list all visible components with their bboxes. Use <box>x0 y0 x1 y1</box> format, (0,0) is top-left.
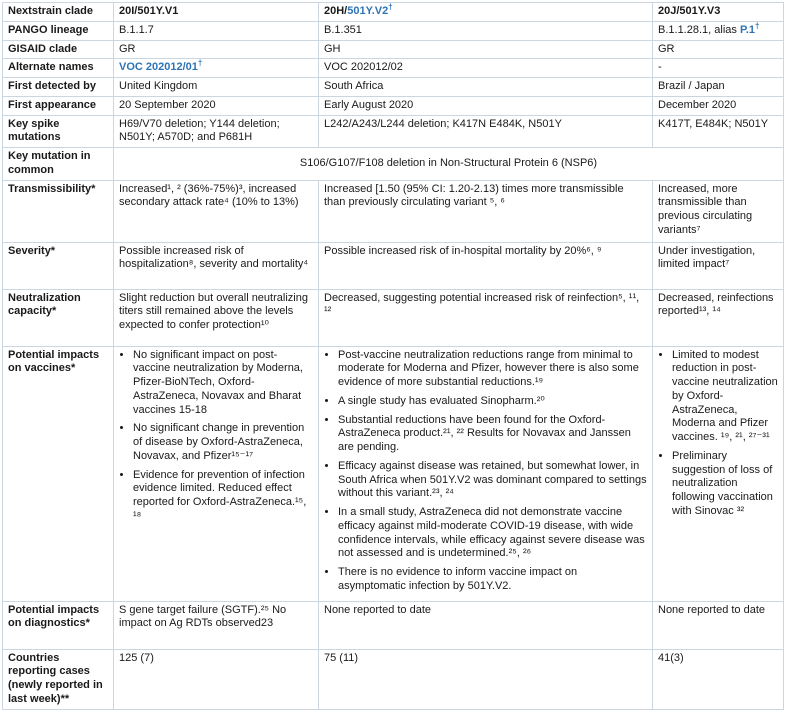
cell-diagnostics-v2: None reported to date <box>319 601 653 649</box>
cell-severity-v1: Possible increased risk of hospitalization⁸, severity and mortality⁴ <box>114 242 319 289</box>
bullet-item: • Post-vaccine neutralization reductions range from minimal to moderate for Moderna and Pfizer, however there is also some evidence of more substantial reductions.¹⁹ <box>338 349 647 390</box>
dagger-p1: † <box>755 21 760 31</box>
row-label-alternate: Alternate names <box>3 59 114 78</box>
cell-severity-v3: Under investigation, limited impact⁷ <box>653 242 784 289</box>
row-diagnostic-impacts <box>3 601 784 649</box>
row-neutralization-capacity <box>3 289 784 346</box>
bullet-item: • There is no evidence to inform vaccine impact on asymptomatic infection by 501Y.V2. <box>338 566 647 594</box>
cell-appearance-v3: December 2020 <box>653 96 784 115</box>
cell-appearance-v1: 20 September 2020 <box>114 96 319 115</box>
cell-diagnostics-v1: S gene target failure (SGTF).²⁵ No impact on Ag RDTs observed23 <box>114 601 319 649</box>
cell-nextstrain-v3: 20J/501Y.V3 <box>653 3 784 22</box>
cell-gisaid-v2: GH <box>319 40 653 59</box>
row-label-common: Key mutation in common <box>3 148 114 181</box>
row-nextstrain-clade <box>3 3 784 22</box>
variant-comparison-table <box>2 2 784 710</box>
row-label-appearance: First appearance <box>3 96 114 115</box>
cell-gisaid-v1: GR <box>114 40 319 59</box>
nextstrain-v2-prefix: 20H/ <box>324 5 348 17</box>
pango-v3-prefix: B.1.1.28.1, alias <box>658 23 740 36</box>
row-label-vaccines: Potential impacts on vaccines* <box>3 346 114 601</box>
dagger-501y-v2: † <box>388 2 393 12</box>
cell-transmissibility-v2: Increased [1.50 (95% CI: 1.20-2.13) times more transmissible than previously circulating variant ⁵, ⁶ <box>319 180 653 242</box>
link-p1[interactable]: P.1 <box>739 23 756 36</box>
cell-vaccines-v1 <box>114 346 319 601</box>
vaccines-v2-bullet-list <box>324 349 647 594</box>
row-label-detected: First detected by <box>3 78 114 97</box>
cell-detected-v2: South Africa <box>319 78 653 97</box>
row-pango-lineage <box>3 21 784 40</box>
cell-transmissibility-v1: Increased¹, ² (36%-75%)³, increased secondary attack rate⁴ (10% to 13%) <box>114 180 319 242</box>
cell-transmissibility-v3: Increased, more transmissible than previous circulating variants⁷ <box>653 180 784 242</box>
cell-spike-v1: H69/V70 deletion; Y144 deletion; N501Y; A570D; and P681H <box>114 115 319 148</box>
cell-neutralization-v2: Decreased, suggesting potential increased risk of reinfection⁵, ¹¹, ¹² <box>319 289 653 346</box>
row-first-appearance <box>3 96 784 115</box>
row-gisaid-clade <box>3 40 784 59</box>
row-label-spike: Key spike mutations <box>3 115 114 148</box>
cell-detected-v3: Brazil / Japan <box>653 78 784 97</box>
vaccines-v3-bullet-list <box>658 349 778 519</box>
row-label-nextstrain: Nextstrain clade <box>3 3 114 22</box>
bullet-item: • Efficacy against disease was retained, but somewhat lower, in South Africa when 501Y.V2 was dominant compared to settings without this variant.²³, ²⁴ <box>338 460 647 501</box>
row-alternate-names <box>3 59 784 78</box>
row-label-neutralization: Neutralization capacity* <box>3 289 114 346</box>
cell-neutralization-v3: Decreased, reinfections reported¹³, ¹⁴ <box>653 289 784 346</box>
cell-detected-v1: United Kingdom <box>114 78 319 97</box>
cell-alternate-v3: - <box>653 59 784 78</box>
bullet-item: • Limited to modest reduction in post-vaccine neutralization by Oxford-AstraZeneca, Moderna and Pfizer vaccines. ¹⁹, ²¹, ²⁷⁻³¹ <box>672 349 778 445</box>
row-key-mutation-common <box>3 148 784 181</box>
cell-alternate-v1 <box>114 59 319 78</box>
cell-nextstrain-v2 <box>319 3 653 22</box>
bullet-item: • No significant impact on post-vaccine neutralization by Moderna, Pfizer-BioNTech, Oxford-AstraZeneca, Novavax and Bharat vaccines 15-18 <box>133 349 313 418</box>
bullet-item: • No significant change in prevention of disease by Oxford-AstraZeneca, Novavax, and Pfizer¹⁵⁻¹⁷ <box>133 422 313 463</box>
cell-alternate-v2: VOC 202012/02 <box>319 59 653 78</box>
row-label-gisaid: GISAID clade <box>3 40 114 59</box>
cell-pango-v3 <box>653 21 784 40</box>
bullet-item: • Preliminary suggestion of loss of neutralization following vaccination with Sinovac ³² <box>672 450 778 519</box>
bullet-item: • Evidence for prevention of infection evidence limited. Reduced effect reported for Oxford-AstraZeneca.¹⁵, ¹⁸ <box>133 469 313 524</box>
row-countries-reporting <box>3 649 784 709</box>
bullet-item: • Substantial reductions have been found for the Oxford-AstraZeneca product.²¹, ²² Results for Novavax and Janssen are pending. <box>338 414 647 455</box>
row-transmissibility <box>3 180 784 242</box>
cell-countries-v3: 41(3) <box>653 649 784 709</box>
row-severity <box>3 242 784 289</box>
cell-spike-v3: K417T, E484K; N501Y <box>653 115 784 148</box>
cell-common-value: S106/G107/F108 deletion in Non-Structural Protein 6 (NSP6) <box>114 148 784 181</box>
cell-nextstrain-v1: 20I/501Y.V1 <box>114 3 319 22</box>
cell-appearance-v2: Early August 2020 <box>319 96 653 115</box>
vaccines-v1-bullet-list <box>119 349 313 524</box>
row-label-transmissibility: Transmissibility* <box>3 180 114 242</box>
cell-vaccines-v2 <box>319 346 653 601</box>
dagger-voc: † <box>197 58 203 68</box>
link-501y-v2[interactable]: 501Y.V2 <box>347 5 389 17</box>
cell-neutralization-v1: Slight reduction but overall neutralizing titers still remained above the levels expected to confer protection¹⁰ <box>114 289 319 346</box>
bullet-item: • In a small study, AstraZeneca did not demonstrate vaccine efficacy against mild-moderate COVID-19 disease, with wide confidence intervals, while efficacy against severe disease was not assessed and is undetermined.²⁵, ²⁶ <box>338 506 647 561</box>
link-voc-202012-01[interactable]: VOC 202012/01 <box>119 61 198 74</box>
row-label-pango: PANGO lineage <box>3 21 114 40</box>
row-first-detected <box>3 78 784 97</box>
cell-gisaid-v3: GR <box>653 40 784 59</box>
row-vaccine-impacts <box>3 346 784 601</box>
row-label-countries: Countries reporting cases (newly reported in last week)** <box>3 649 114 709</box>
cell-pango-v2: B.1.351 <box>319 21 653 40</box>
cell-severity-v2: Possible increased risk of in-hospital mortality by 20%⁶, ⁹ <box>319 242 653 289</box>
cell-countries-v1: 125 (7) <box>114 649 319 709</box>
cell-diagnostics-v3: None reported to date <box>653 601 784 649</box>
row-key-spike-mutations <box>3 115 784 148</box>
cell-countries-v2: 75 (11) <box>319 649 653 709</box>
cell-vaccines-v3 <box>653 346 784 601</box>
row-label-diagnostics: Potential impacts on diagnostics* <box>3 601 114 649</box>
cell-spike-v2: L242/A243/L244 deletion; K417N E484K, N501Y <box>319 115 653 148</box>
cell-pango-v1: B.1.1.7 <box>114 21 319 40</box>
row-label-severity: Severity* <box>3 242 114 289</box>
bullet-item: • A single study has evaluated Sinopharm.²⁰ <box>338 395 647 409</box>
